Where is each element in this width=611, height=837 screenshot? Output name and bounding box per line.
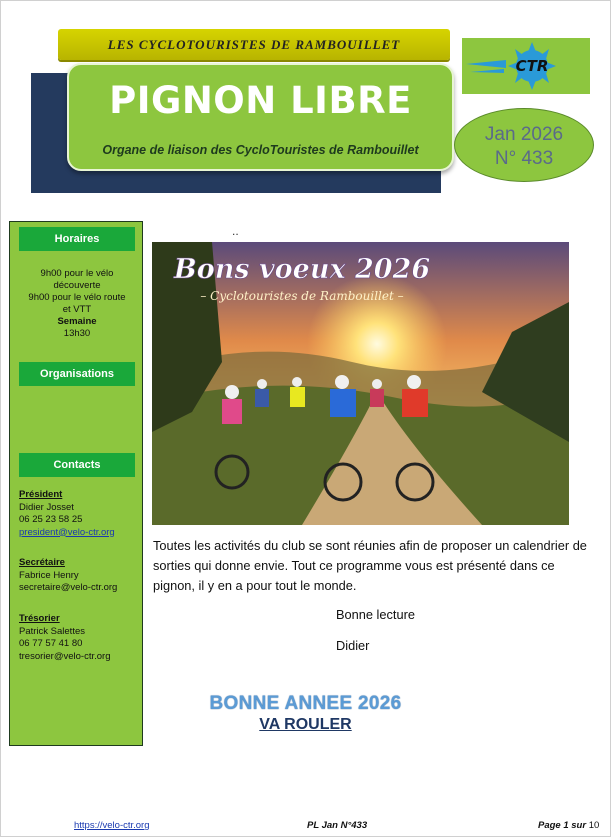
footer-website-link[interactable]: https://velo-ctr.org [74,820,150,831]
stray-dots: .. [232,224,239,238]
horaires-line: 9h00 pour le vélo [40,268,114,279]
page-label: Page 1 sur [538,820,587,831]
horaires-line: 9h00 pour le vélo route [28,292,126,303]
contact-name: Didier Josset [19,501,74,513]
contact-email: tresorier@velo-ctr.org [19,650,111,662]
sidebar [9,221,143,746]
contact-email-link[interactable]: president@velo-ctr.org [19,526,115,538]
contact-president [19,489,115,539]
newsletter-title: PIGNON LIBRE [109,79,412,122]
signature: Didier [336,638,370,653]
contact-role: Président [19,489,63,500]
contacts-heading: Contacts [19,453,135,477]
title-box [67,63,454,171]
contact-phone: 06 77 57 41 80 [19,638,83,649]
contact-phone: 06 25 23 58 25 [19,514,83,525]
newsletter-subtitle: Organe de liaison des CycloTouristes de Rambouillet [102,143,419,157]
horaires-list [10,268,144,340]
greeting-line-2: VA ROULER [259,716,352,733]
issue-date: Jan 2026 [484,124,564,145]
club-banner-text: LES CYCLOTOURISTES DE RAMBOUILLET [107,37,401,52]
contact-role: Secrétaire [19,557,65,568]
footer-issue: PL Jan N°433 [307,820,368,831]
intro-paragraph: Toutes les activités du club se sont réunies afin de proposer un calendrier de sorties qui donne envie. Tout ce programme vous est présenté dans ce pignon, il y en a pour tout le monde. [153,538,587,593]
contact-email: secretaire@velo-ctr.org [19,582,118,593]
contact-name: Fabrice Henry [19,569,79,581]
image-title: Bons voeux 2026 [173,254,431,285]
contact-secretaire [19,557,117,595]
greeting-photo [152,242,569,525]
contact-tresorier [19,613,110,663]
horaires-heading: Horaires [19,227,135,251]
club-banner [58,29,450,60]
horaires-line: 13h30 [63,328,91,339]
image-subtitle: – Cyclotouristes de Rambouillet – [200,289,404,303]
issue-number: N° 433 [494,148,554,169]
issue-badge [454,108,594,182]
contact-role: Trésorier [19,613,60,624]
horaires-line: découverte [53,280,101,291]
greeting-line-1: BONNE ANNEE 2026 [209,693,402,714]
contact-name: Patrick Salettes [19,625,85,637]
ctr-logo [462,38,590,94]
page-total: 10 [588,820,600,831]
closing-text: Bonne lecture [336,607,415,622]
horaires-line: Semaine [57,316,97,327]
footer-page-number [538,820,599,831]
organisations-heading: Organisations [19,362,135,386]
horaires-line: et VTT [62,304,92,315]
logo-text: CTR [515,57,549,75]
